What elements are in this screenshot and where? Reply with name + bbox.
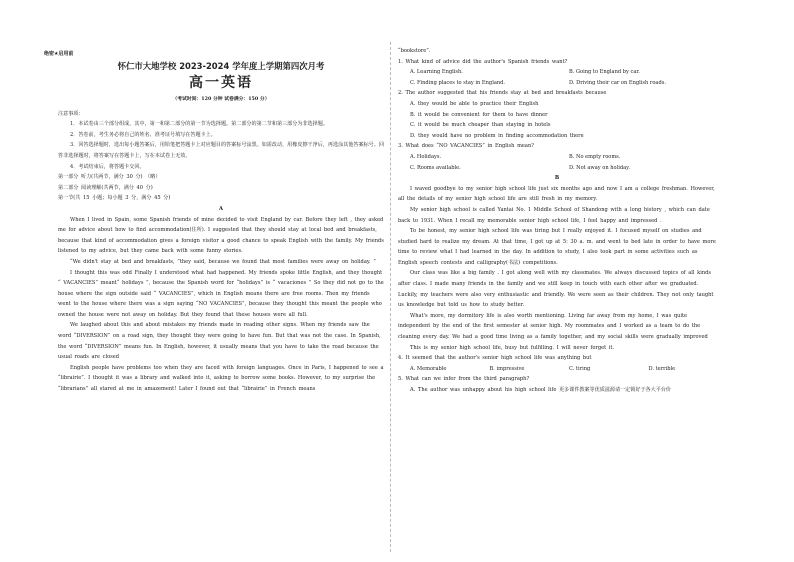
option[interactable]: C. Finding places to stay in England. (410, 79, 506, 86)
secret-mark: 绝密★启用前 (44, 51, 74, 57)
passage-paragraph: To be honest, my senior high school life was tiring but I really enjoyed it. I focused myself on studies and studied hard to realize my dream. At that time, I got up at 5: 30 a. m. and went to bed late in order to have more time to review what I had learned in the day. In addition to study, I also took part in some activities such as English speech contests and calligraphy(书法) competitions. (398, 228, 716, 266)
passage-paragraph: My senior high school is called Yantai No. 1 Middle School of Shandong with a long history , which can date back to 1931. When I recall my memorable senior high school life, I feel happy and impressed . (398, 206, 710, 224)
option[interactable]: A. they would be able to practice their English (410, 100, 539, 107)
option[interactable]: B. Going to England by car. (569, 69, 640, 76)
passage-a-label: A (219, 205, 223, 212)
option[interactable]: D. terrible (648, 365, 676, 372)
question-3-stem: 3. What does “NO VACANCIES” in English mean? (398, 143, 534, 150)
question-5-stem: 5. What can we infer from the third paragraph? (398, 376, 530, 383)
notes-title: 注意事项： (58, 110, 84, 117)
question-1-stem: 1. What kind of advice did the author's Spanish friends want? (398, 58, 568, 65)
part1-heading: 第一部分 听力(共两节，满分 30 分) （略） (58, 174, 161, 181)
passage-paragraph: I waved goodbye to my senior high school life just six months ago and now I am a college freshman. However, all the details of my senior high school life are still fresh in my memory. (398, 185, 715, 203)
passage-paragraph: This is my senior high school life, busy but fulfilling. I will never forget it. (410, 344, 615, 351)
option[interactable]: B. it would be convenient for them to have dinner (410, 111, 548, 118)
option[interactable]: A. Holidays. (410, 153, 442, 160)
left-column (58, 0, 384, 562)
question-4-stem: 4. It seemed that the author's senior high school life was anything but (398, 355, 592, 362)
subject-title: 高一英语 (189, 75, 253, 91)
option[interactable]: A. The author was unhappy about his high school life 更多课件教案等优质滋源请一定锁好于各大平台价 (410, 387, 672, 393)
option[interactable]: B. No empty rooms. (569, 153, 621, 160)
question-2-stem: 2. The author suggested that his friends stay at bed and breakfasts because (398, 90, 607, 97)
note-item: 1．本试卷由三个部分组成，其中，第一和第二部分的第一节为选择题。第二部分的第二节和第三部分为非选择题。 (70, 121, 328, 128)
passage-paragraph: When I lived in Spain, some Spanish friends of mine decided to visit England by car. Before they left , they asked me for advice about how to find accommodation(住所). I suggested that they should stay at local bed and breakfasts, because that kind of accommodation gives a foreign visitor a good chance to speak English with the family. My friends listened to my advice, but they came back with some funny stories. (58, 216, 384, 255)
option[interactable]: C. Rooms available. (410, 164, 461, 171)
option[interactable]: C. tiring (569, 365, 591, 372)
passage-paragraph: What's more, my dormitory life is also worth mentioning. Living far away from my home, I was quite independent by the end of the first semester at senior high. My roommates and I worked as a team to do the cleaning every day. We had a good time living as a family together, and my social skills were gradually improved (398, 312, 708, 341)
passage-paragraph: English people have problems too when they are faced with foreign languages. Once in Paris, I happened to see a “librairie”. I thought it was a library and walked into it, asking to borrow some books. However, to my surprise the “librarians” all stared at me in amazement! Later I found out that “librairie” in French means (58, 364, 384, 393)
note-item: 2．答卷前，考生务必将自己的姓名、准考证号填写在答题卡上。 (70, 131, 216, 138)
option[interactable]: D. Not away on holiday. (569, 164, 630, 171)
option[interactable]: D. they would have no problem in finding accommodation there (410, 132, 584, 139)
question-3-options (398, 152, 716, 173)
passage-paragraph: “We didn't stay at bed and breakfasts, ”they said, because we found that most families were away on holiday. ” (70, 258, 376, 265)
column-divider (390, 42, 391, 552)
school-title: 怀仁市大地学校 2023-2024 学年度上学期第四次月考 (117, 61, 325, 71)
passage-b-label: B (554, 175, 560, 182)
passage-continuation: “bookstore”. (398, 48, 431, 54)
option[interactable]: B. impressive (489, 365, 525, 372)
question-4-options (398, 364, 716, 375)
question-1-options (398, 67, 716, 88)
passage-paragraph: I thought this was odd Finally I understood what had happened. My friends spoke little English, and they thought “ VACANCIES” meant“ holidays ”, because the Spanish word for “holidays” is “ vacaciones ” So they did not go to the house where the sign outside said “ VACANCIES”, which in English means there are free rooms. Then my friends went to the house where there was a sign saying “NO VACANCIES”, because they thought this meant the people who owned the house were not away on holiday. But they found that these houses were all full. (58, 269, 384, 318)
option[interactable]: C. it would be much cheaper than staying in hotels (410, 122, 551, 129)
right-column (398, 0, 716, 562)
part2-heading: 第二部分 阅读理解(共两节，满分 40 分) (58, 184, 153, 191)
section1-heading: 第一节(共 15 小题；每小题 3 分，满分 45 分) (58, 195, 171, 202)
option[interactable]: D. Driving their car on English roads. (569, 79, 666, 86)
note-item: 4．考试结束后，将答题卡交回。 (70, 163, 145, 170)
passage-paragraph: We laughed about this and about mistakes my friends made in reading other signs. When my friends saw the word “DIVERSION” on a road sign, they thought they were going to have fun. But that was not the case. In Spanish, the word “DIVERSION” means fun. In English, however, it usually means that you have to take the road because the usual roads are closed (58, 322, 381, 361)
option[interactable]: A. Memorable (410, 365, 447, 372)
note-item: 3．回答选择题时，选出每小题答案后，用铅笔把答题卡上对应题目的答案标号涂黑。如需改动，用橡皮擦干净后，再选涂其他答案标号。回答非选择题时，将答案写在答题卡上，写在本试卷上无效。 (58, 142, 384, 159)
option[interactable]: A. Learning English. (410, 69, 463, 76)
exam-meta: （考试时间：120 分钟 试卷满分：150 分） (172, 96, 270, 102)
passage-paragraph: Our class was like a big family . I got along well with my classmates. We always discussed topics of all kinds after class. I made many friends in the family and we still keep in touch with each other after we graduated. Luckily, my teachers were also very enthusiastic and friendly. We were seen as their children. They not only taught us knowledge but told us how to study better. (398, 270, 714, 309)
